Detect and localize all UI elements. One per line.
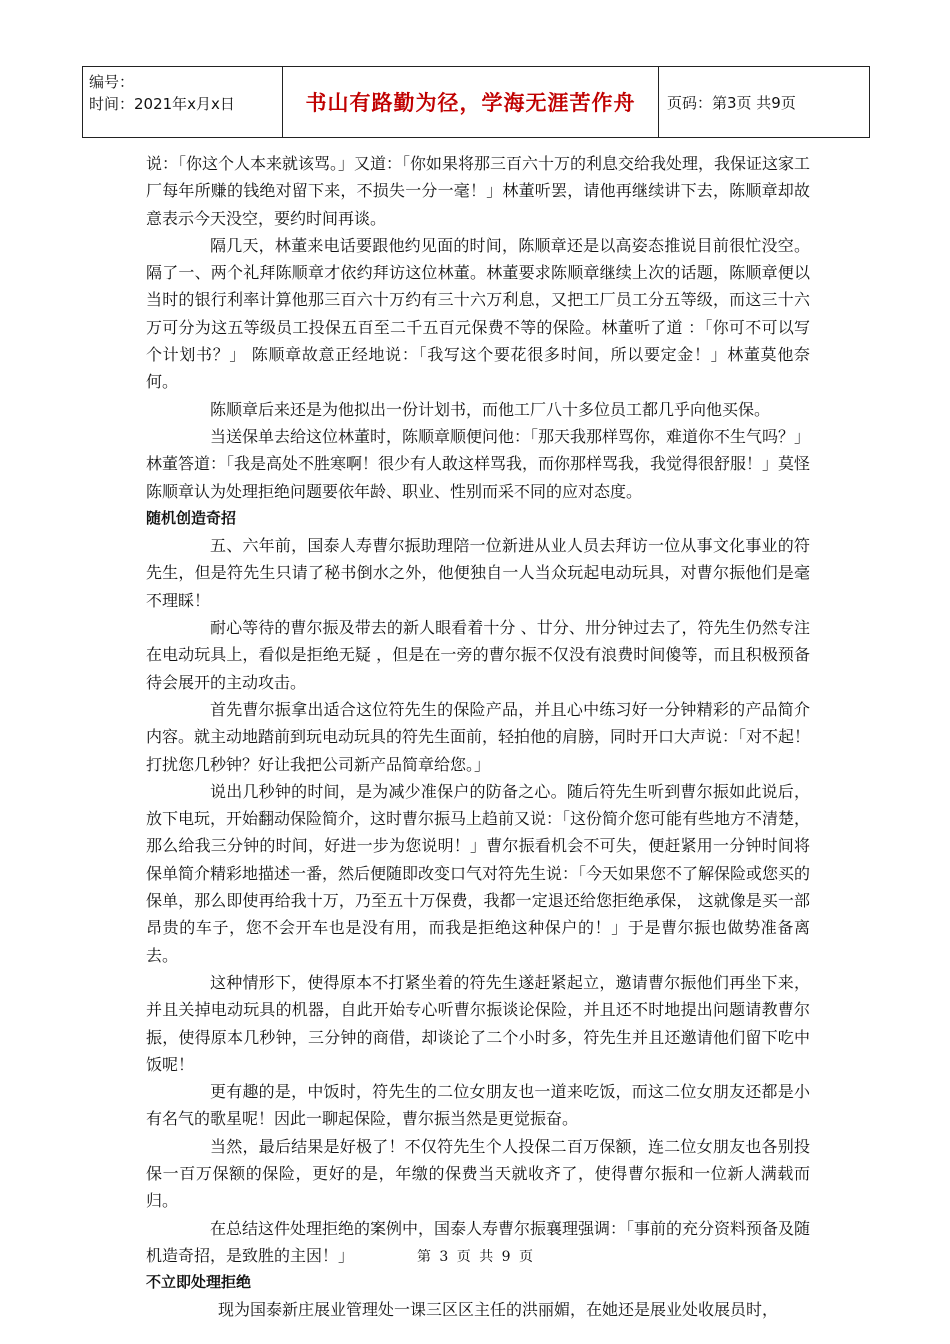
body-paragraph: 五、六年前，国泰人寿曹尔振助理陪一位新进从业人员去拜访一位从事文化事业的符先生，但是符先生只请了秘书倒水之外，他便独自一人当众玩起电动玩具，对曹尔振他们是毫不理睬！ — [146, 536, 810, 610]
section-heading: 不立即处理拒绝 — [146, 1273, 252, 1292]
body-paragraph: 当送保单去给这位林董时，陈顺章顺便问他：「那天我那样骂你，难道你不生气吗？」林董答道：「我是高处不胜寒啊！很少有人敢这样骂我，而你那样骂我，我觉得很舒服！」莫怪陈顺章认为处理拒绝问题要依年龄、职业、性别而采不同的应对态度。 — [146, 426, 811, 501]
body-paragraph: 隔几天，林董来电话要跟他约见面的时间，陈顺章还是以高姿态推说目前很忙没空。隔了一、两个礼拜陈顺章才依约拜访这位林董。林董要求陈顺章继续上次的话题，陈顺章便以当时的银行利率计算他那三百六十万约有三十六万利息，又把工厂员工分五等级，而这三十六万可分为这五等级员工投保五百至二千五百元保费不等的保险。林董听了道 ：「你可不可以写个计划书？」 陈顺章故意正经地说：「我写这个要花很多时间，所以要定金！」林董莫他奈何。 — [146, 235, 810, 392]
document-header — [82, 66, 870, 138]
page-footer: 第 3 页 共 9 页 — [416, 1249, 534, 1265]
document-body — [146, 150, 810, 1324]
body-paragraph: 耐心等待的曹尔振及带去的新人眼看着十分 、廿分、卅分钟过去了，符先生仍然专注在电动玩具上，看似是拒绝无疑 ，但是在一旁的曹尔振不仅没有浪费时间傻等，而且积极预备待会展开的主动攻击。 — [146, 618, 810, 692]
body-paragraph: 首先曹尔振拿出适合这位符先生的保险产品，并且心中练习好一分钟精彩的产品简介内容。就主动地踏前到玩电动玩具的符先生面前，轻拍他的肩膀，同时开口大声说：「对不起！打扰您几秒钟？好让我把公司新产品简章给您。」 — [146, 699, 811, 774]
header-page-label: 页码：第3页 共9页 — [659, 67, 870, 138]
body-paragraph: 这种情形下，使得原本不打紧坐着的符先生遂赶紧起立，邀请曹尔振他们再坐下来，并且关掉电动玩具的机器，自此开始专心听曹尔振谈论保险，并且还不时地提出问题请教曹尔振，使得原本几秒钟，三分钟的商借，却谈论了二个小时多，符先生并且还邀请他们留下吃中饭呢！ — [146, 972, 810, 1074]
document-number-label: 编号： — [89, 73, 135, 91]
body-paragraph: 说出几秒钟的时间，是为减少准保户的防备之心。随后符先生听到曹尔振如此说后，放下电玩，开始翻动保险简介，这时曹尔振马上趋前又说：「这份简介您可能有些地方不清楚，那么给我三分钟的时间，好进一步为您说明！」曹尔振看机会不可失，便赶紧用一分钟时间将保单简介精彩地描述一番，然后便随即改变口气对符先生说：「今天如果您不了解保险或您买的保单，那么即使再给我十万，乃至五十万保费，我都一定退还给您拒绝承保， 这就像是买一部昂贵的车子，您不会开车也是没有用，而我是拒绝这种保户的！」于是曹尔振也做势准备离去。 — [146, 781, 811, 965]
body-paragraph: 当然，最后结果是好极了！不仅符先生个人投保二百万保额，连二位女朋友也各别投保一百万保额的保险，更好的是，年缴的保费当天就收齐了，使得曹尔振和一位新人满载而归。 — [146, 1136, 810, 1211]
body-paragraph: 在总结这件处理拒绝的案例中，国泰人寿曹尔振襄理强调：「事前的充分资料预备及随机造奇招，是致胜的主因！」 — [146, 1218, 811, 1265]
header-meta-cell — [83, 67, 283, 138]
document-time-label: 时间：2021年x月x日 — [89, 95, 235, 113]
header-motto: 书山有路勤为径，学海无涯苦作舟 — [283, 67, 659, 138]
body-paragraph: 更有趣的是，中饭时，符先生的二位女朋友也一道来吃饭，而这二位女朋友还都是小有名气的歌星呢！因此一聊起保险，曹尔振当然是更觉振奋。 — [146, 1082, 810, 1129]
body-paragraph: 说：「你这个人本来就该骂。」又道：「你如果将那三百六十万的利息交给我处理，我保证这家工厂每年所赚的钱绝对留下来，不损失一分一毫！」林董听罢，请他再继续讲下去，陈顺章却故意表示今天没空，要约时间再谈。 — [146, 154, 811, 228]
body-paragraph: 现为国泰新庄展业管理处一课三区区主任的洪丽媚，在她还是展业处收展员时， — [218, 1300, 779, 1320]
body-paragraph: 陈顺章后来还是为他拟出一份计划书，而他工厂八十多位员工都几乎向他买保。 — [210, 399, 771, 419]
section-heading: 随机创造奇招 — [146, 508, 237, 527]
